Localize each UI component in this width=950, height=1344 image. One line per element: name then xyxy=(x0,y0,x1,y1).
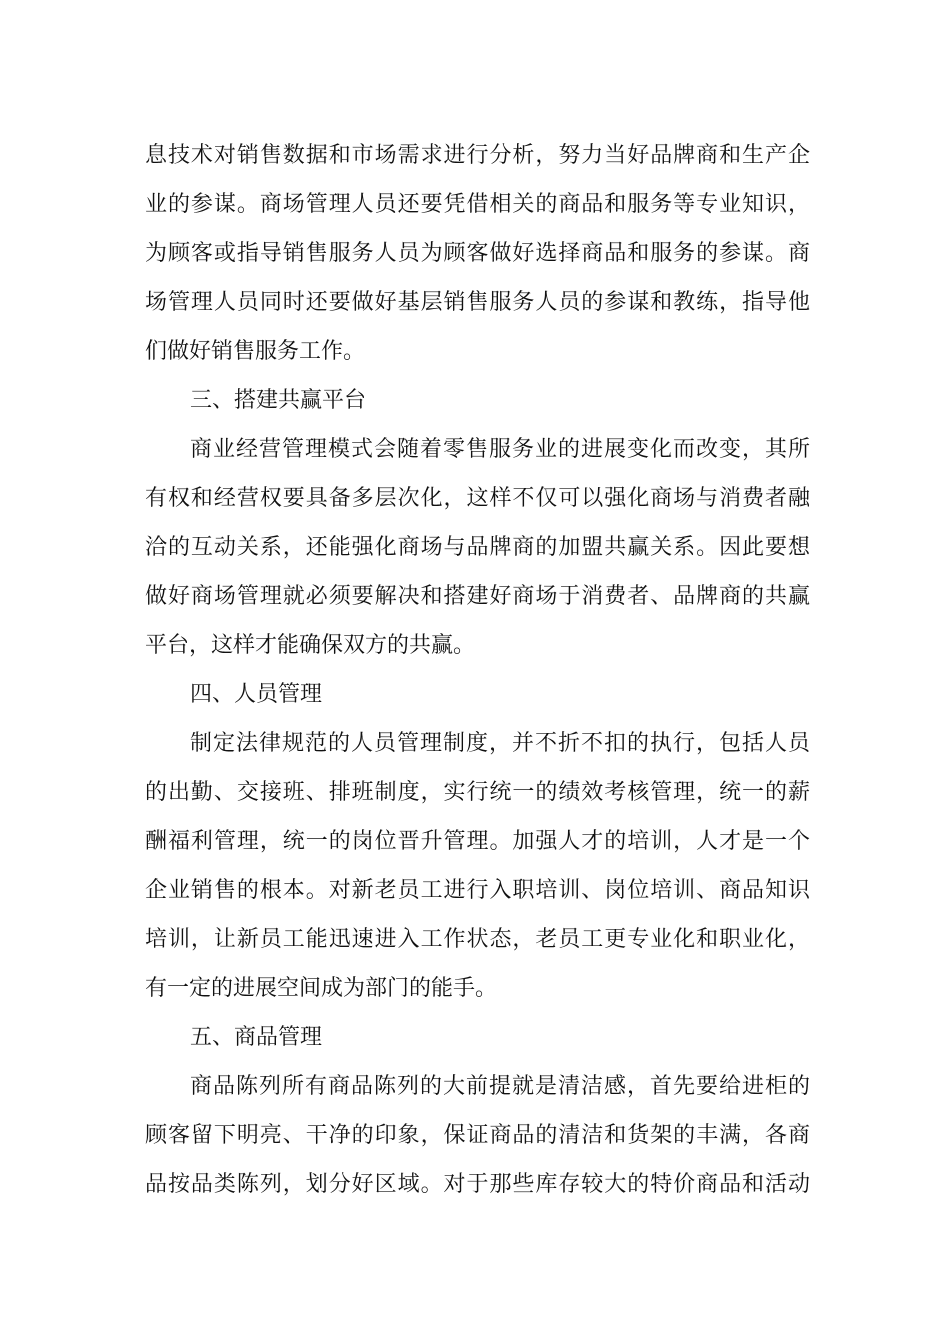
section-heading-win-win-platform xyxy=(145,376,810,425)
section-heading-merchandise-management xyxy=(145,1013,810,1062)
text-line: 有一定的进展空间成为部门的能手。 xyxy=(145,976,498,1001)
text-line: 为顾客或指导销售服务人员为顾客做好选择商品和服务的参谋。商 xyxy=(145,241,810,266)
paragraph-information-analysis xyxy=(145,131,810,376)
section-heading-personnel-management xyxy=(145,670,810,719)
text-line: 制定法律规范的人员管理制度，并不折不扣的执行，包括人员 xyxy=(190,731,810,756)
text-line: 们做好销售服务工作。 xyxy=(145,339,366,364)
paragraph-personnel-management xyxy=(145,719,810,1013)
heading-text: 三、搭建共赢平台 xyxy=(190,388,367,413)
paragraph-merchandise-management xyxy=(145,1062,810,1209)
text-line: 品按品类陈列，划分好区域。对于那些库存较大的特价商品和活动 xyxy=(145,1172,810,1197)
text-line: 业的参谋。商场管理人员还要凭借相关的商品和服务等专业知识， xyxy=(145,192,810,217)
text-line: 洽的互动关系，还能强化商场与品牌商的加盟共赢关系。因此要想 xyxy=(145,535,810,560)
text-line: 商品陈列所有商品陈列的大前提就是清洁感，首先要给进柜的 xyxy=(190,1074,810,1099)
paragraph-win-win-platform xyxy=(145,425,810,670)
text-line: 息技术对销售数据和市场需求进行分析，努力当好品牌商和生产企 xyxy=(145,143,810,168)
text-line: 场管理人员同时还要做好基层销售服务人员的参谋和教练，指导他 xyxy=(145,290,810,315)
text-line: 企业销售的根本。对新老员工进行入职培训、岗位培训、商品知识 xyxy=(145,878,810,903)
heading-text: 四、人员管理 xyxy=(190,682,323,707)
heading-text: 五、商品管理 xyxy=(190,1025,323,1050)
text-line: 平台，这样才能确保双方的共赢。 xyxy=(145,633,476,658)
text-line: 酬福利管理，统一的岗位晋升管理。加强人才的培训，人才是一个 xyxy=(145,829,810,854)
text-line: 顾客留下明亮、干净的印象，保证商品的清洁和货架的丰满，各商 xyxy=(145,1123,810,1148)
text-line: 做好商场管理就必须要解决和搭建好商场于消费者、品牌商的共赢 xyxy=(145,584,810,609)
text-line: 培训，让新员工能迅速进入工作状态，老员工更专业化和职业化， xyxy=(145,927,810,952)
document-body xyxy=(145,131,810,1209)
text-line: 的出勤、交接班、排班制度，实行统一的绩效考核管理，统一的薪 xyxy=(145,780,810,805)
text-line: 商业经营管理模式会随着零售服务业的进展变化而改变，其所 xyxy=(190,437,810,462)
text-line: 有权和经营权要具备多层次化，这样不仅可以强化商场与消费者融 xyxy=(145,486,810,511)
